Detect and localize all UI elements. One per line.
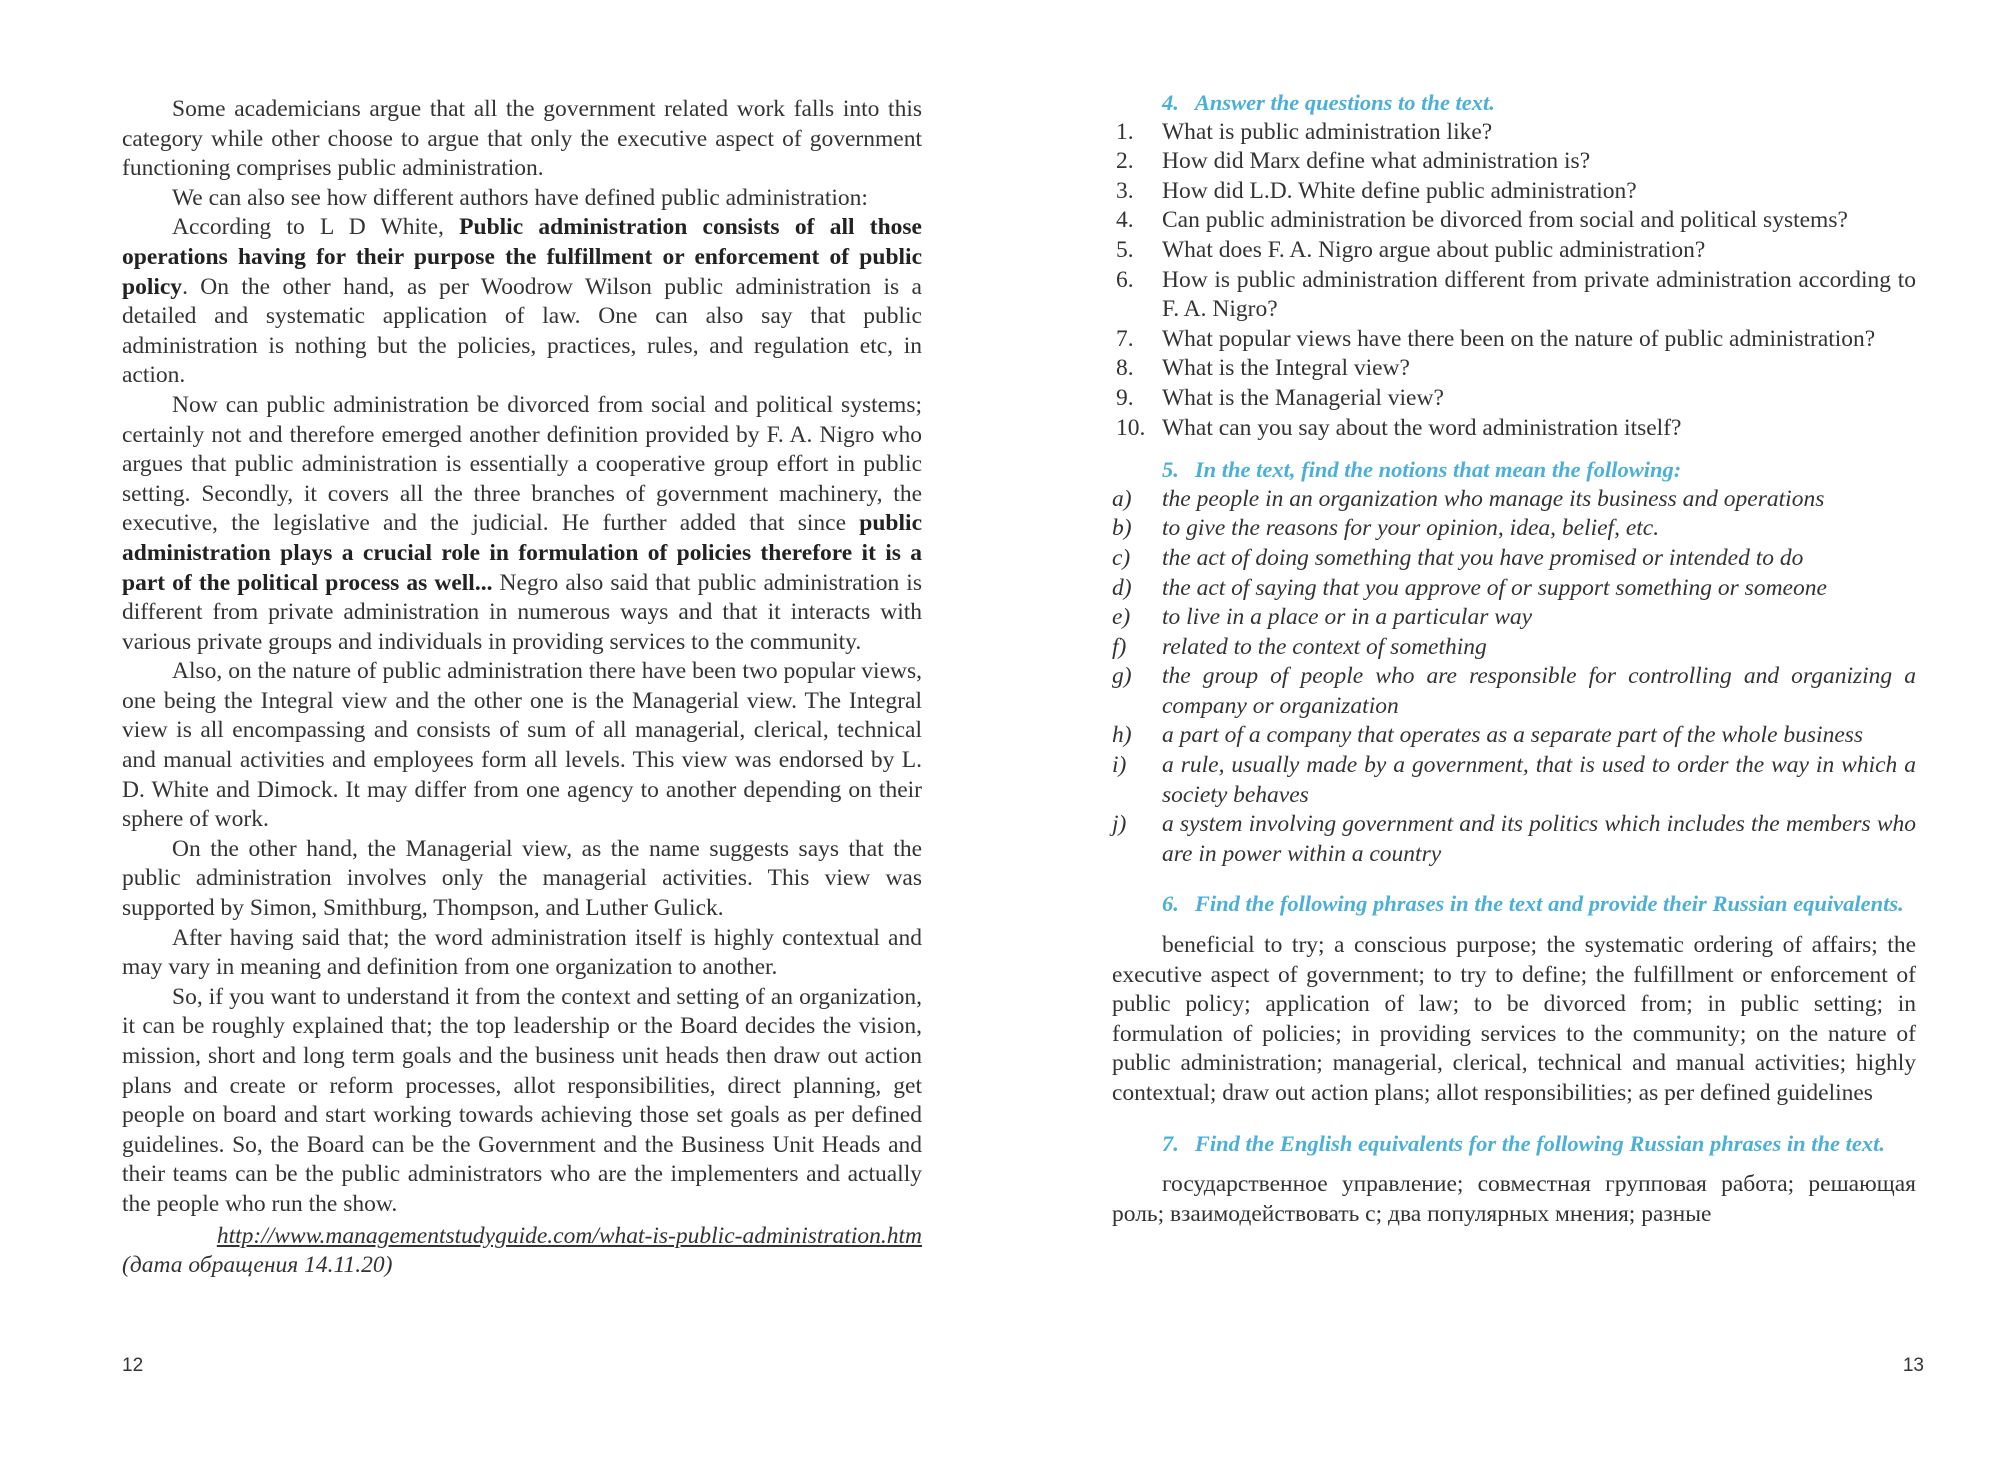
notion-item [1112,633,1916,663]
question-number: 1. [1116,118,1134,145]
text-run: According to L D White, [172,214,460,241]
section4-heading [1112,88,1916,118]
text-run: . On the other hand, as per Woodrow Wilson public administration is a detailed and systematic application of law. One can also say that public administration is nothing but the policies, practices, rules, and regulation etc, in action. [122,273,922,389]
section6-heading [1112,889,1916,919]
question-number: 2. [1116,148,1134,175]
page-number-right: 13 [1902,1355,1924,1376]
notion-item [1112,544,1916,574]
section4-number: 4. [1162,90,1179,115]
notion-text: to give the reasons for your opinion, idea, belief, etc. [1162,515,1660,542]
question-item [1112,266,1916,325]
source-citation [122,1222,922,1281]
notion-letter: e) [1112,604,1131,631]
question-text: What is public administration like? [1162,118,1493,145]
question-item [1112,118,1916,148]
question-text: How did L.D. White define public administration? [1162,177,1637,204]
question-number: 6. [1116,266,1134,293]
text-run: After having said that; the word administration itself is highly contextual and may vary in meaning and definition from one organization to another. [122,924,922,981]
source-date: (дата обращения 14.11.20) [122,1252,393,1279]
notion-letter: f) [1112,633,1127,660]
notion-text: the act of doing something that you have promised or intended to do [1162,544,1804,571]
notion-letter: d) [1112,574,1132,601]
question-item [1112,206,1916,236]
notion-letter: i) [1112,752,1127,779]
text-run: Also, on the nature of public administration there have been two popular views, one being the Integral view and the other one is the Managerial view. The Integral view is all encompassing and consists of sum of all managerial, clerical, technical and manual activities and employees form all levels. This view was endorsed by L. D. White and Dimock. It may differ from one agency to another depending on their sphere of work. [122,658,922,833]
paragraph [122,391,922,657]
notion-text: the act of saying that you approve of or support something or someone [1162,574,1827,601]
section6-body: beneficial to try; a conscious purpose; the systematic ordering of affairs; the executive aspect of government; to try to define; the fulfillment or enforcement of public policy; application of law; to be divorced from; in public setting; in formulation of policies; in providing services to the community; on the nature of public administration; managerial, clerical, technical and manual activities; highly contextual; draw out action plans; allot responsibilities; as per defined guidelines [1112,932,1916,1106]
notion-text: a rule, usually made by a government, that is used to order the way in which a society behaves [1162,752,1916,808]
notion-letter: g) [1112,663,1132,690]
question-item [1112,354,1916,384]
notion-letter: h) [1112,722,1132,749]
section5-title: In the text, find the notions that mean the following: [1194,457,1682,483]
notion-text: a system involving government and its politics which includes the members who are in power within a country [1162,811,1916,867]
notion-item [1112,810,1916,869]
notion-text: the people in an organization who manage its business and operations [1162,485,1825,512]
notion-text: a part of a company that operates as a separate part of the whole business [1162,722,1864,749]
notion-letter: j) [1112,811,1127,838]
question-item [1112,147,1916,177]
notion-item [1112,514,1916,544]
question-number: 10. [1116,414,1146,441]
section6-number: 6. [1162,891,1179,917]
right-text-column [1112,88,1916,1229]
section5-number: 5. [1162,457,1179,483]
question-text: What does F. A. Nigro argue about public administration? [1162,236,1706,263]
notion-item [1112,662,1916,721]
questions-list [1112,118,1916,444]
question-item [1112,236,1916,266]
section7-number: 7. [1162,1130,1179,1156]
source-url[interactable]: http://www.managementstudyguide.com/what-is-public-administration.htm [216,1222,922,1249]
paragraph [122,184,922,214]
bold-phrase: public administration plays a crucial role in formulation of policies therefore it is a part of the political process as well... [122,510,922,596]
section7-title: Find the English equivalents for the following Russian phrases in the text. [1194,1130,1886,1156]
question-number: 7. [1116,325,1134,352]
notion-item [1112,721,1916,751]
left-paragraphs [122,95,922,1220]
notion-letter: c) [1112,544,1131,571]
section4-title: Answer the questions to the text. [1194,90,1495,115]
question-text: What is the Managerial view? [1162,384,1444,411]
paragraph [122,924,922,983]
notion-text: the group of people who are responsible for controlling and organizing a company or organization [1162,663,1916,719]
question-item [1112,177,1916,207]
question-text: Can public administration be divorced from social and political systems? [1162,207,1848,234]
paragraph [122,213,922,391]
paragraph [122,835,922,924]
notion-text: related to the context of something [1162,633,1487,660]
notion-letter: a) [1112,485,1132,512]
notion-item [1112,574,1916,604]
text-run: Now can public administration be divorced from social and political systems; certainly not and therefore emerged another definition provided by F. A. Nigro who argues that public administration is essentially a cooperative group effort in public setting. Secondly, it covers all the three branches of government machinery, the executive, the legislative and the judicial. He further added that since [122,391,922,537]
text-run: Some academicians argue that all the government related work falls into this category while other choose to argue that only the executive aspect of government functioning comprises public administration. [122,96,922,182]
question-item [1112,414,1916,444]
question-text: What can you say about the word administration itself? [1162,414,1682,441]
paragraph [122,657,922,835]
question-number: 5. [1116,236,1134,263]
notion-text: to live in a place or in a particular way [1162,604,1533,631]
text-run: So, if you want to understand it from the context and setting of an organization, it can be roughly explained that; the top leadership or the Board decides the vision, mission, short and long term goals and the business unit heads then draw out action plans and create or reform processes, allot responsibilities, direct planning, get people on board and start working towards achieving those set goals as per defined guidelines. So, the Board can be the Government and the Business Unit Heads and their teams can be the public administrators who are the implementers and actually the people who run the show. [122,983,922,1217]
text-run: Negro also said that public administration is different from private administration in numerous ways and that it interacts with various private groups and individuals in providing services to the community. [122,569,922,655]
section5-heading [1112,455,1916,485]
question-text: How is public administration different from private administration according to F. A. Nigro? [1162,266,1916,323]
section7-heading [1112,1129,1916,1159]
page-number-left: 12 [122,1355,144,1376]
left-text-column [122,95,922,1281]
paragraph [122,983,922,1220]
question-number: 4. [1116,207,1134,234]
question-item [1112,325,1916,355]
question-text: How did Marx define what administration is? [1162,148,1591,175]
notions-list [1112,485,1916,870]
notion-item [1112,485,1916,515]
question-number: 8. [1116,355,1134,382]
text-run: We can also see how different authors have defined public administration: [172,184,868,211]
section7-body: государственное управление; совместная групповая работа; решающая роль; взаимодействовать с; два популярных мнения; разные [1112,1171,1916,1227]
notion-letter: b) [1112,515,1132,542]
question-number: 3. [1116,177,1134,204]
question-number: 9. [1116,384,1134,411]
right-page [1000,0,2000,1470]
notion-item [1112,603,1916,633]
question-text: What popular views have there been on the nature of public administration? [1162,325,1876,352]
bold-phrase: Public administration consists of all those operations having for their purpose the fulfillment or enforcement of public policy [122,214,922,300]
text-run: On the other hand, the Managerial view, as the name suggests says that the public administration involves only the managerial activities. This view was supported by Simon, Smithburg, Thompson, and Luther Gulick. [122,835,922,922]
notion-item [1112,751,1916,810]
section6-title: Find the following phrases in the text and provide their Russian equivalents. [1194,891,1904,917]
paragraph [122,95,922,184]
question-item [1112,384,1916,414]
question-text: What is the Integral view? [1162,355,1410,382]
